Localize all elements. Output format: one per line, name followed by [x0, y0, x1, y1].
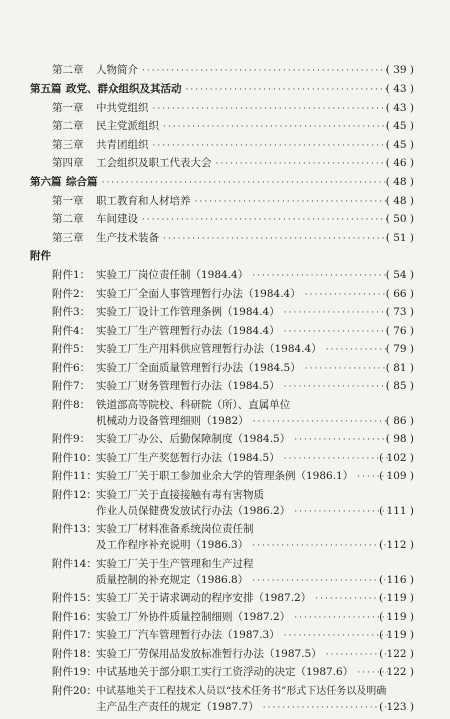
toc-appendix-entry [0, 325, 450, 344]
appendix-label: 附件3： [52, 306, 96, 319]
dot-leader [186, 84, 389, 97]
appendix-title: 实验工厂办公、后勤保障制度（1984.5） [96, 433, 290, 446]
toc-entry [0, 213, 450, 232]
page-number: ( 45 ) [386, 120, 414, 133]
page-number: ( 102 ) [379, 452, 414, 465]
toc-entry [0, 157, 450, 176]
toc-appendix-continuation [0, 701, 450, 719]
toc-appendix-entry [0, 343, 450, 362]
appendix-title: 实验工厂生产奖惩暂行办法（1984.5） [96, 452, 280, 465]
entry-label: 第二章 [52, 64, 96, 77]
dot-leader [142, 214, 388, 227]
page-number: ( 48 ) [386, 195, 414, 208]
toc-appendix-entry [0, 629, 450, 648]
dot-leader [294, 434, 388, 447]
entry-title: 工会组织及职工代表大会 [96, 157, 212, 170]
appendix-label: 附件14： [52, 558, 96, 571]
entry-title: 共青团组织 [96, 139, 149, 152]
page-number: ( 54 ) [386, 269, 414, 282]
page-number: ( 73 ) [386, 306, 414, 319]
appendix-title: 实验工厂设计工作管理条例（1984.4） [96, 306, 280, 319]
toc-appendix-entry [0, 489, 450, 505]
entry-title: 生产技术装备 [96, 232, 159, 245]
entry-title: 职工教育和人材培养 [96, 195, 191, 208]
appendix-title-continued: 及工作程序补充说明（1986.3） [96, 539, 248, 552]
appendix-title: 实验工厂关于生产管理和生产过程 [96, 558, 254, 571]
toc-appendix-entry [0, 362, 450, 381]
page-number: ( 109 ) [379, 470, 414, 483]
page-number: ( 98 ) [386, 433, 414, 446]
appendix-label: 附件6： [52, 362, 96, 375]
page-number: ( 122 ) [379, 648, 414, 661]
appendix-label: 附件13： [52, 523, 96, 536]
toc-appendix-entry [0, 306, 450, 325]
toc-appendix-entry [0, 558, 450, 574]
dot-leader [305, 363, 388, 376]
toc-entry [0, 120, 450, 139]
entry-title: 民主党派组织 [96, 120, 159, 133]
toc-part [0, 176, 450, 195]
appendix-title: 实验工厂生产用料供应管理暂行办法（1984.4） [96, 343, 322, 356]
appendix-title: 实验工厂汽车管理暂行办法（1987.3） [96, 629, 280, 642]
toc-part [0, 83, 450, 102]
toc-appendix-continuation [0, 505, 450, 524]
appendix-title-continued: 质量控制的补充规定（1986.8） [96, 574, 248, 587]
appendix-label: 附件18： [52, 648, 96, 661]
dot-leader [284, 630, 388, 643]
page-number: ( 48 ) [386, 176, 414, 189]
dot-leader [253, 416, 388, 429]
toc-appendix-entry [0, 288, 450, 307]
toc-appendix-entry [0, 611, 450, 630]
part-title: 政党、群众组织及其活动 [66, 83, 182, 96]
dot-leader [142, 65, 388, 78]
dot-leader [284, 326, 388, 339]
toc-appendix-entry [0, 470, 450, 489]
page-number: ( 45 ) [386, 139, 414, 152]
dot-leader [315, 593, 388, 606]
page-number: ( 43 ) [386, 102, 414, 115]
entry-label: 第二章 [52, 213, 96, 226]
toc-appendix-entry [0, 452, 450, 471]
page-number: ( 39 ) [386, 64, 414, 77]
dot-leader [153, 140, 389, 153]
page-number: ( 122 ) [379, 666, 414, 679]
appendix-title: 铁道部高等院校、科研院（所）、直属单位 [96, 399, 290, 412]
appendix-title-continued: 机械动力设备管理细则（1982） [96, 415, 249, 428]
appendix-title: 实验工厂全面质量管理暂行办法（1984.5） [96, 362, 301, 375]
toc-entry [0, 232, 450, 251]
page-number: ( 86 ) [386, 415, 414, 428]
entry-label: 第四章 [52, 157, 96, 170]
appendix-title: 中试基地关于工程技术人员以“技术任务书”形式下达任务以及明确 [96, 685, 386, 698]
part-label: 第六篇 [30, 176, 60, 189]
entry-title: 中共党组织 [96, 102, 149, 115]
page-number: ( 81 ) [386, 362, 414, 375]
entry-title: 车间建设 [96, 213, 138, 226]
dot-leader [252, 540, 388, 553]
appendix-label: 附件15： [52, 592, 96, 605]
toc-appendix-entry [0, 592, 450, 611]
entry-title: 人物简介 [96, 64, 138, 77]
dot-leader [326, 344, 388, 357]
appendix-title: 实验工厂材料准备系统岗位责任制 [96, 523, 254, 536]
toc-appendix-continuation [0, 539, 450, 558]
page-number: ( 43 ) [386, 83, 414, 96]
appendix-label: 附件2： [52, 288, 96, 301]
part-title: 综合篇 [66, 176, 98, 189]
page-number: ( 111 ) [379, 505, 414, 518]
appendix-label: 附件7： [52, 380, 96, 393]
toc-appendix-entry [0, 666, 450, 685]
dot-leader [305, 289, 388, 302]
appendix-title: 实验工厂劳保用品发放标准暂行办法（1987.5） [96, 648, 322, 661]
appendix-label: 附件1： [52, 269, 96, 282]
dot-leader [284, 307, 388, 320]
dot-leader [163, 233, 388, 246]
dot-leader [294, 612, 388, 625]
appendix-title: 实验工厂财务管理暂行办法（1984.5） [96, 380, 280, 393]
appendix-label: 附件8： [52, 399, 96, 412]
appendix-title: 实验工厂关于请求调动的程序安排（1987.2） [96, 592, 311, 605]
toc-entry [0, 102, 450, 121]
toc-appendix-continuation [0, 415, 450, 434]
dot-leader [252, 575, 388, 588]
part-label: 第五篇 [30, 83, 60, 96]
toc-entry [0, 139, 450, 158]
page-number: ( 85 ) [386, 380, 414, 393]
appendix-label: 附件19： [52, 666, 96, 679]
entry-label: 第一章 [52, 102, 96, 115]
entry-label: 第一章 [52, 195, 96, 208]
page-number: ( 51 ) [386, 232, 414, 245]
toc-appendix-entry [0, 685, 450, 701]
dot-leader [216, 158, 389, 171]
appendix-title-continued: 主产品生产责任的规定（1987.7） [96, 701, 259, 714]
appendix-title: 实验工厂生产管理暂行办法（1984.4） [96, 325, 280, 338]
dot-leader [263, 702, 388, 715]
page-number: ( 46 ) [386, 157, 414, 170]
appendix-title: 中试基地关于部分职工实行工资浮动的决定（1987.6） [96, 666, 353, 679]
toc-appendix-entry [0, 523, 450, 539]
appendix-heading: 附件 [0, 250, 450, 269]
dot-leader [195, 196, 389, 209]
toc-appendix-entry [0, 399, 450, 415]
entry-label: 第二章 [52, 120, 96, 133]
page-number: ( 119 ) [379, 611, 414, 624]
dot-leader [284, 381, 388, 394]
page-number: ( 76 ) [386, 325, 414, 338]
appendix-title: 实验工厂外协件质量控制细则（1987.2） [96, 611, 290, 624]
appendix-title: 实验工厂岗位责任制（1984.4） [96, 269, 248, 282]
toc-entry [0, 195, 450, 214]
appendix-label: 附件17： [52, 629, 96, 642]
toc-entry [0, 64, 450, 83]
page-number: ( 66 ) [386, 288, 414, 301]
toc-appendix-entry [0, 380, 450, 399]
table-of-contents [0, 64, 450, 719]
appendix-label: 附件4： [52, 325, 96, 338]
dot-leader [294, 506, 388, 519]
appendix-label: 附件16： [52, 611, 96, 624]
toc-appendix-entry [0, 433, 450, 452]
appendix-label: 附件11： [52, 470, 96, 483]
dot-leader [163, 121, 388, 134]
appendix-label: 附件5： [52, 343, 96, 356]
page-number: ( 112 ) [379, 539, 414, 552]
dot-leader [284, 453, 388, 466]
page-number: ( 119 ) [379, 629, 414, 642]
dot-leader [102, 177, 389, 190]
appendix-label: 附件12： [52, 489, 96, 502]
dot-leader [252, 270, 388, 283]
page-number: ( 116 ) [379, 574, 414, 587]
page-number: ( 123 ) [379, 701, 414, 714]
entry-label: 第三章 [52, 139, 96, 152]
entry-label: 第三章 [52, 232, 96, 245]
page-number: ( 50 ) [386, 213, 414, 226]
appendix-label: 附件10： [52, 452, 96, 465]
appendix-title-continued: 作业人员保健费发放试行办法（1986.2） [96, 505, 290, 518]
toc-appendix-continuation [0, 574, 450, 593]
page-number: ( 119 ) [379, 592, 414, 605]
appendix-title: 实验工厂关于直接接触有毒有害物质 [96, 489, 264, 502]
appendix-label: 附件9： [52, 433, 96, 446]
appendix-label: 附件20： [52, 685, 96, 698]
toc-appendix-entry [0, 269, 450, 288]
appendix-title: 实验工厂关于职工参加业余大学的管理条例（1986.1） [96, 470, 353, 483]
dot-leader [153, 103, 389, 116]
page-number: ( 79 ) [386, 343, 414, 356]
appendix-title: 实验工厂全面人事管理暂行办法（1984.4） [96, 288, 301, 301]
